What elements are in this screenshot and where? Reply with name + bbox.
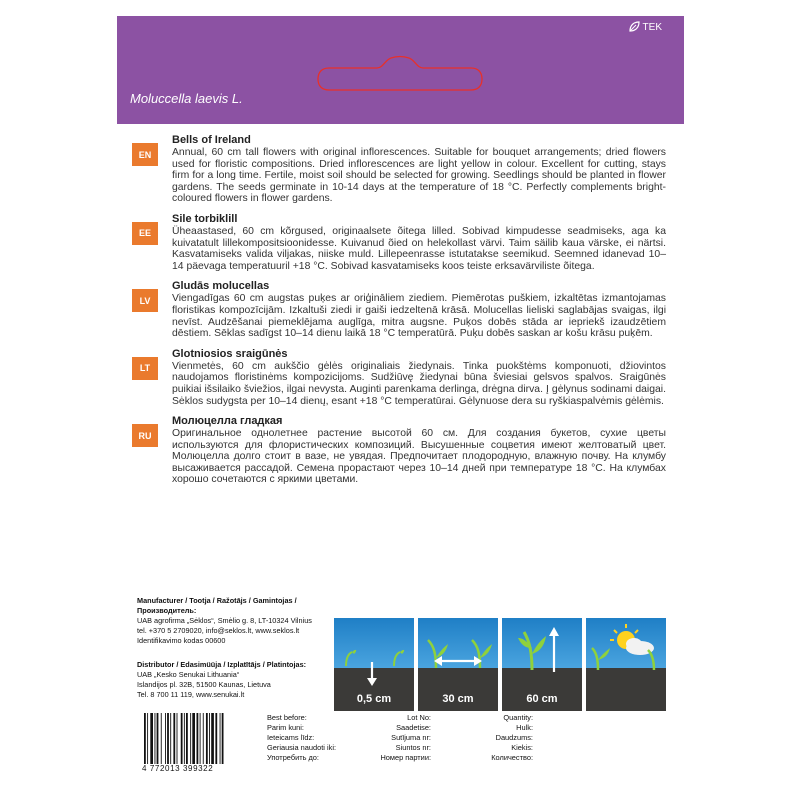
lot-labels (370, 713, 431, 763)
field-label: Употребить до: (267, 753, 319, 762)
manufacturer-label: Manufacturer / Tootja / Ražotājs / Gamintojas / Производитель: (137, 596, 297, 615)
planting-label: 60 cm (526, 693, 558, 705)
manufacturer-info (137, 596, 357, 646)
lang-badge: EN (132, 143, 158, 166)
field-label: Geriausia naudoti iki: (267, 743, 337, 752)
quantity-labels (469, 713, 533, 763)
plant-spacing-icon (418, 618, 498, 711)
distributor-info (137, 660, 357, 700)
field-label: Saadetise: (396, 723, 431, 732)
field-label: Siuntos nr: (395, 743, 431, 752)
section-text: Viengadīgas 60 cm augstas puķes ar oriģināliem ziediem. Piemērotas puškiem, izkaltētas izmantojamas floristikas kompozīcijām. Izkaltuši ziedi ir gaiši iedzeltenā krāsā. Molucellas lieliski saglabājas svaigas, ilgi nevīst. Audzēšanai piemeklējama auglīga, mitra augsne. Puķos dobēs stāda ar iepriekš izaudzētiem dēstiem. Sēklas sadīgst 10–14 dienu laikā 18 °C temperatūrā. Puķu dobēs saskan ar košu krāsu puķēm. (172, 293, 666, 340)
section-text: Оригинальное однолетнее растение высотой 60 см. Для создания букетов, сухие цветы используются для флористических композиций. Высушенные соцветия имеют желтоватый цвет. Молюцелла долго стоит в вазе, не увядая. Предпочитает плодородную, влажную почву. На клумбу высаживается рассадой. Семена прорастают через 10–14 дней при температуре 18 °C. На клумбах хорошо сочетаются с яркими цветами. (172, 428, 666, 486)
distributor-label: Distributor / Edasimüüja / Izplatītājs / Platintojas: (137, 660, 307, 669)
section-text: Annual, 60 cm tall flowers with original inflorescences. Suitable for bouquet arrangements; dried flowers used for floristic compositions. Dried inflorescences are light yellow in colour. Excellent for cutting, stays firm for a long time. Fertile, moist soil should be selected for growing. Seedlings should be planted in flower gardens. The seeds germinate in 10-14 days at the temperature of 18 °C. Perfectly complements bright-coloured flowers in flower gardens. (172, 147, 666, 205)
field-label: Quantity: (503, 713, 533, 722)
packet-header (117, 16, 684, 124)
field-label: Количество: (491, 753, 533, 762)
section-ee (117, 213, 684, 272)
distributor-line: Tel. 8 700 11 119, www.senukai.lt (137, 690, 245, 699)
section-text: Üheaastased, 60 cm kõrgused, originaalsete õitega lilled. Sobivad kimpudesse seadmiseks, aga ka kuivatatult lillekompositsioonidesse. Kuivanud õied on helekollast värvi. Taim säilib kaua värske, ei närtsi. Kasvatamiseks valida viljakas, niiske muld. Lillepeenrasse istutatakse seemikud. Seemned idanevad 10–14 päevaga temperatuuril +18 °C. Sobivad kasvatamiseks koos teiste erksavärviliste õitega. (172, 225, 666, 272)
section-ru (117, 415, 684, 486)
seed-packet-back (117, 16, 684, 796)
section-lt (117, 348, 684, 407)
lang-badge: LV (132, 289, 158, 312)
packet-window-outline (315, 52, 485, 92)
field-label: Hulk: (516, 723, 533, 732)
sowing-depth-icon (334, 618, 414, 711)
manufacturer-line: UAB agrofirma „Sėklos“, Smėlio g. 8, LT-10324 Vilnius (137, 616, 312, 625)
field-label: Sutījuma nr: (391, 733, 431, 742)
latin-name: Moluccella laevis L. (130, 91, 243, 106)
manufacturer-line: Identifikavimo kodas 00600 (137, 636, 226, 645)
brand-name: TEK (642, 21, 662, 33)
sun-cloud-icon (586, 618, 666, 711)
field-label: Best before: (267, 713, 307, 722)
section-title: Gludās molucellas (172, 280, 270, 293)
section-title: Bells of Ireland (172, 134, 251, 146)
lang-badge: RU (132, 424, 158, 447)
section-en (117, 134, 684, 205)
lang-badge: LT (132, 357, 158, 380)
field-label: Lot No: (407, 713, 431, 722)
section-title: Молюцелла гладкая (172, 415, 283, 428)
field-label: Kiekis: (511, 743, 533, 752)
section-lv (117, 280, 684, 339)
section-text: Vienmetės, 60 cm aukščio gėlės originaliais žiedynais. Tinka puokštėms komponuoti, džiovintos naudojamos floristinėms kompozicijoms. Sudžiūvę žiedynai būna šviesiai gelsvos spalvos. Sraigūnės puikiai išsilaiko šviežios, ilgai nevysta. Auginti parenkama derlinga, drėgna dirva. Į gėlynus sodinami daigai. Sėklos sudygsta per 10–14 dienų, esant +18 °C temperatūrai. Gėlynuose dera su ryškiaspalvėmis gėlėmis. (172, 360, 666, 407)
planting-label: 0,5 cm (356, 693, 392, 705)
section-title: Sile torbiklill (172, 212, 238, 225)
field-label: Ieteicams līdz: (267, 733, 315, 742)
manufacturer-line: tel. +370 5 2709020, info@seklos.lt, www.seklos.lt (137, 626, 300, 635)
plant-height-icon (502, 618, 582, 711)
field-label: Parim kuni: (267, 723, 304, 732)
description-sections (117, 134, 684, 494)
brand-logo (628, 21, 662, 33)
section-title: Glotniosios sraigūnės (172, 347, 288, 360)
distributor-line: Islandijos pl. 32B, 51500 Kaunas, Lietuva (137, 680, 271, 689)
field-label: Номер партии: (380, 753, 431, 762)
planting-pictograms (334, 618, 666, 711)
planting-label: 30 cm (442, 693, 474, 705)
best-before-labels (267, 713, 336, 763)
distributor-line: UAB „Kesko Senukai Lithuania“ (137, 670, 240, 679)
field-label: Daudzums: (495, 733, 533, 742)
lang-badge: EE (132, 222, 158, 245)
leaf-icon (628, 21, 640, 33)
barcode-number: 4 772013 399322 (142, 764, 252, 773)
